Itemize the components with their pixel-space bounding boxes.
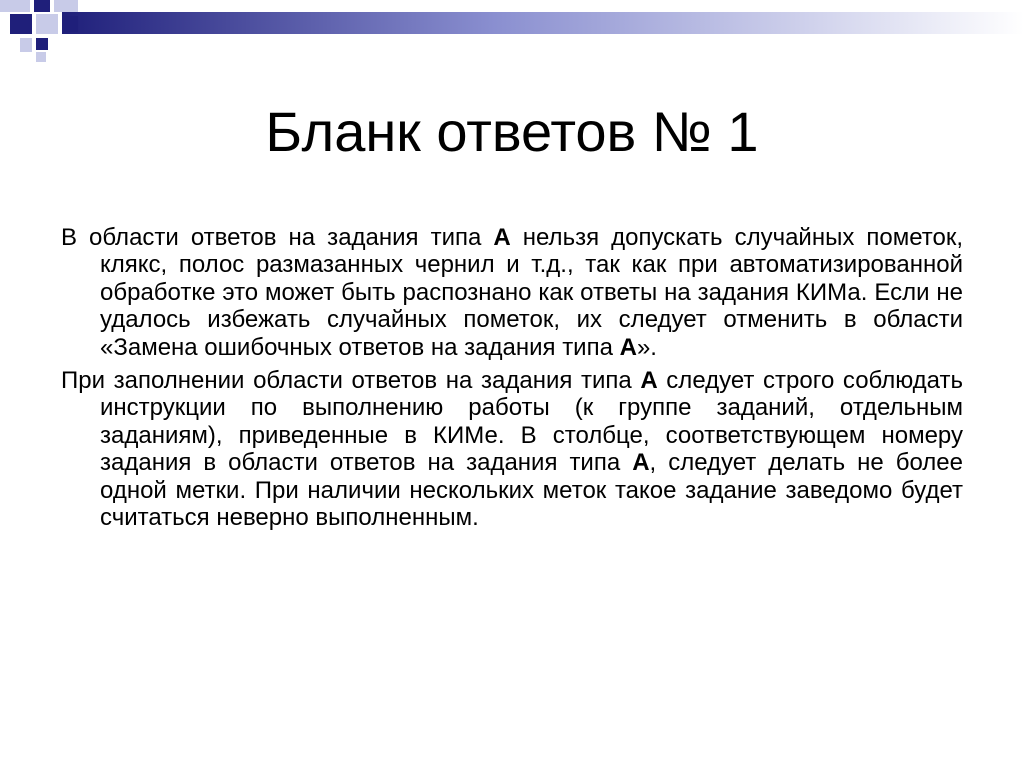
- bold-text: А: [632, 449, 650, 477]
- paragraph-text: , следует делать не более одной метки. При наличии нескольких меток такое задание заведомо будет считаться неверно выполненным.: [100, 449, 964, 532]
- bold-text: А: [640, 367, 658, 395]
- decor-square: [36, 52, 46, 62]
- bold-text: А: [619, 333, 637, 361]
- decor-square: [0, 0, 30, 12]
- paragraph-text: При заполнении области ответов на задания типа: [61, 367, 641, 395]
- decor-square: [54, 0, 78, 12]
- paragraph-text: ».: [636, 333, 657, 361]
- body-paragraph: [61, 367, 963, 531]
- bold-text: А: [493, 224, 511, 251]
- body-paragraph: [61, 224, 963, 361]
- paragraph-text: следует строго соблюдать инструкции по выполнению работы (к группе заданий, отдельным заданиям), приведенные в КИМе. В столбце, соответствующем номеру задания в области ответов на задания типа: [100, 367, 964, 477]
- decor-square: [10, 14, 32, 34]
- decor-square: [62, 16, 78, 32]
- slide-title: Бланк ответов № 1: [265, 100, 759, 163]
- paragraph-text: нельзя допускать случайных пометок, клякс, полос размазанных чернил и т.д., так как при автоматизированной обработке это может быть распознано как ответы на задания КИМа. Если не удалось избежать случайных пометок, их следует отменить в области «Замена ошибочных ответов на задания типа: [100, 224, 963, 361]
- header-decoration: [0, 0, 1024, 64]
- decor-square: [20, 38, 32, 52]
- paragraph-text: В области ответов на задания типа: [61, 224, 494, 251]
- header-gradient-band: [0, 0, 1024, 64]
- decor-square: [36, 38, 48, 50]
- slide-body: [61, 224, 963, 537]
- decor-square: [34, 0, 50, 12]
- decor-square: [36, 14, 58, 34]
